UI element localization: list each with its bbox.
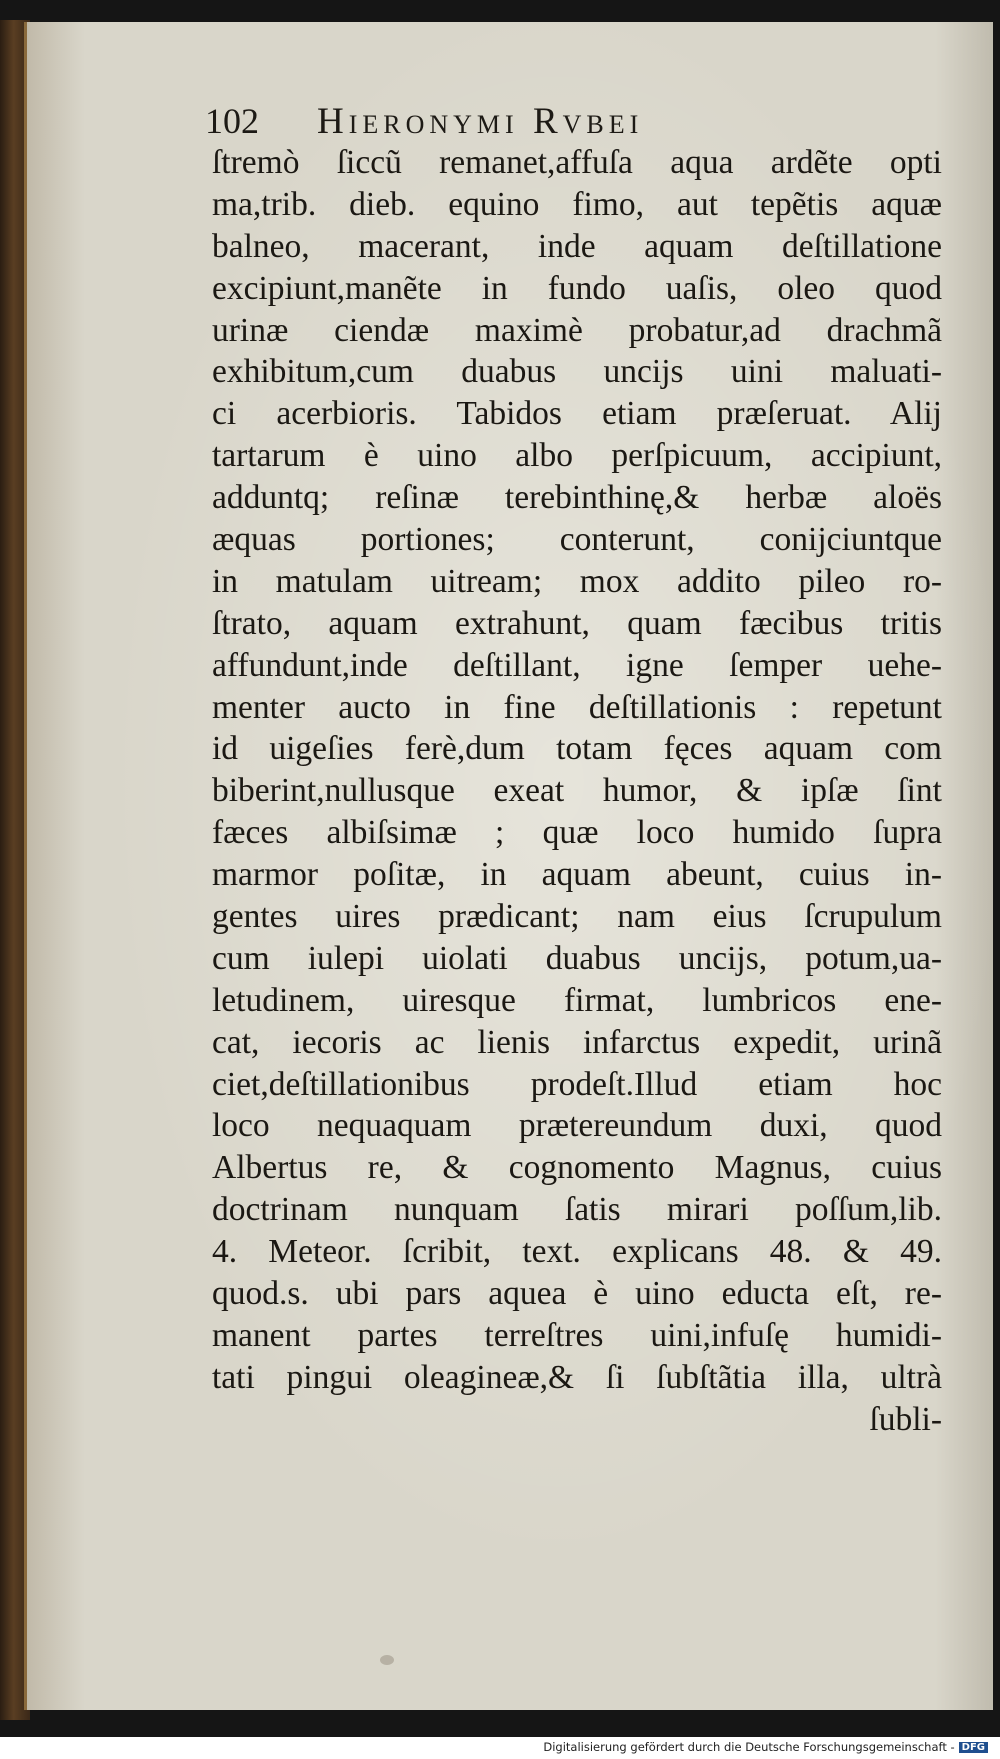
text-line: affundunt,inde deſtillant, igne ſemper uehe-	[212, 646, 942, 684]
text-line: id uigeſies ferè,dum totam fęces aquam com	[212, 730, 942, 768]
digitization-footer	[0, 1737, 1000, 1759]
text-line: balneo, macerant, inde aquam deſtillatione	[212, 227, 942, 265]
text-line: ma,trib. dieb. equino fimo, aut tepẽtis aquæ	[212, 185, 942, 223]
text-line: adduntq; reſinæ terebinthinę,& herbæ aloës	[212, 479, 942, 517]
text-line: 4. Meteor. ſcribit, text. explicans 48. & 49.	[212, 1233, 942, 1271]
dfg-logo: DFG	[959, 1742, 988, 1753]
text-line: gentes uires prædicant; nam eius ſcrupulum	[212, 898, 942, 936]
text-line: urinæ ciendæ maximè probatur,ad drachmã	[212, 311, 942, 349]
text-line: ciet,deſtillationibus prodeſt.Illud etiam hoc	[212, 1065, 942, 1103]
text-line: cat, iecoris ac lienis infarctus expedit, urinã	[212, 1023, 942, 1061]
paper-smudge	[380, 1655, 394, 1665]
text-line: manent partes terreſtres uini,infuſę humidi-	[212, 1316, 942, 1354]
page-header	[205, 100, 905, 143]
text-line: ci acerbioris. Tabidos etiam præſeruat. Alij	[212, 395, 942, 433]
text-line: doctrinam nunquam ſatis mirari poſſum,lib.	[212, 1191, 942, 1229]
catchword: ſubli-	[869, 1400, 942, 1438]
text-block	[212, 142, 942, 1441]
text-line: tati pingui oleagineæ,& ſi ſubſtãtia illa, ultrà	[212, 1358, 942, 1396]
text-line: æquas portiones; conterunt, conijciuntque	[212, 521, 942, 559]
text-line: excipiunt,manẽte in fundo uaſis, oleo quod	[212, 269, 942, 307]
text-line: menter aucto in fine deſtillationis : repetunt	[212, 688, 942, 726]
running-head: Hieronymi Rvbei	[317, 101, 644, 142]
text-line: loco nequaquam prætereundum duxi, quod	[212, 1107, 942, 1145]
text-line: ſtrato, aquam extrahunt, quam fæcibus tritis	[212, 604, 942, 642]
funding-credit-text: Digitalisierung gefördert durch die Deutsche Forschungsgemeinschaft -	[543, 1740, 955, 1754]
text-line: fæces albiſsimæ ; quæ loco humido ſupra	[212, 814, 942, 852]
text-line: tartarum è uino albo perſpicuum, accipiunt,	[212, 437, 942, 475]
text-line: in matulam uitream; mox addito pileo ro-	[212, 562, 942, 600]
text-line: marmor poſitæ, in aquam abeunt, cuius in-	[212, 856, 942, 894]
text-line: biberint,nullusque exeat humor, & ipſæ ſint	[212, 772, 942, 810]
page-number: 102	[205, 101, 259, 141]
text-line: cum iulepi uiolati duabus uncijs, potum,ua-	[212, 939, 942, 977]
funding-credit	[543, 1740, 988, 1754]
text-line: quod.s. ubi pars aquea è uino educta eſt, re-	[212, 1275, 942, 1313]
text-line: Albertus re, & cognomento Magnus, cuius	[212, 1149, 942, 1187]
text-line: ſtremò ſiccũ remanet,affuſa aqua ardẽte opti	[212, 144, 942, 181]
text-line: exhibitum,cum duabus uncijs uini maluati-	[212, 353, 942, 391]
text-line: letudinem, uiresque firmat, lumbricos ene-	[212, 981, 942, 1019]
